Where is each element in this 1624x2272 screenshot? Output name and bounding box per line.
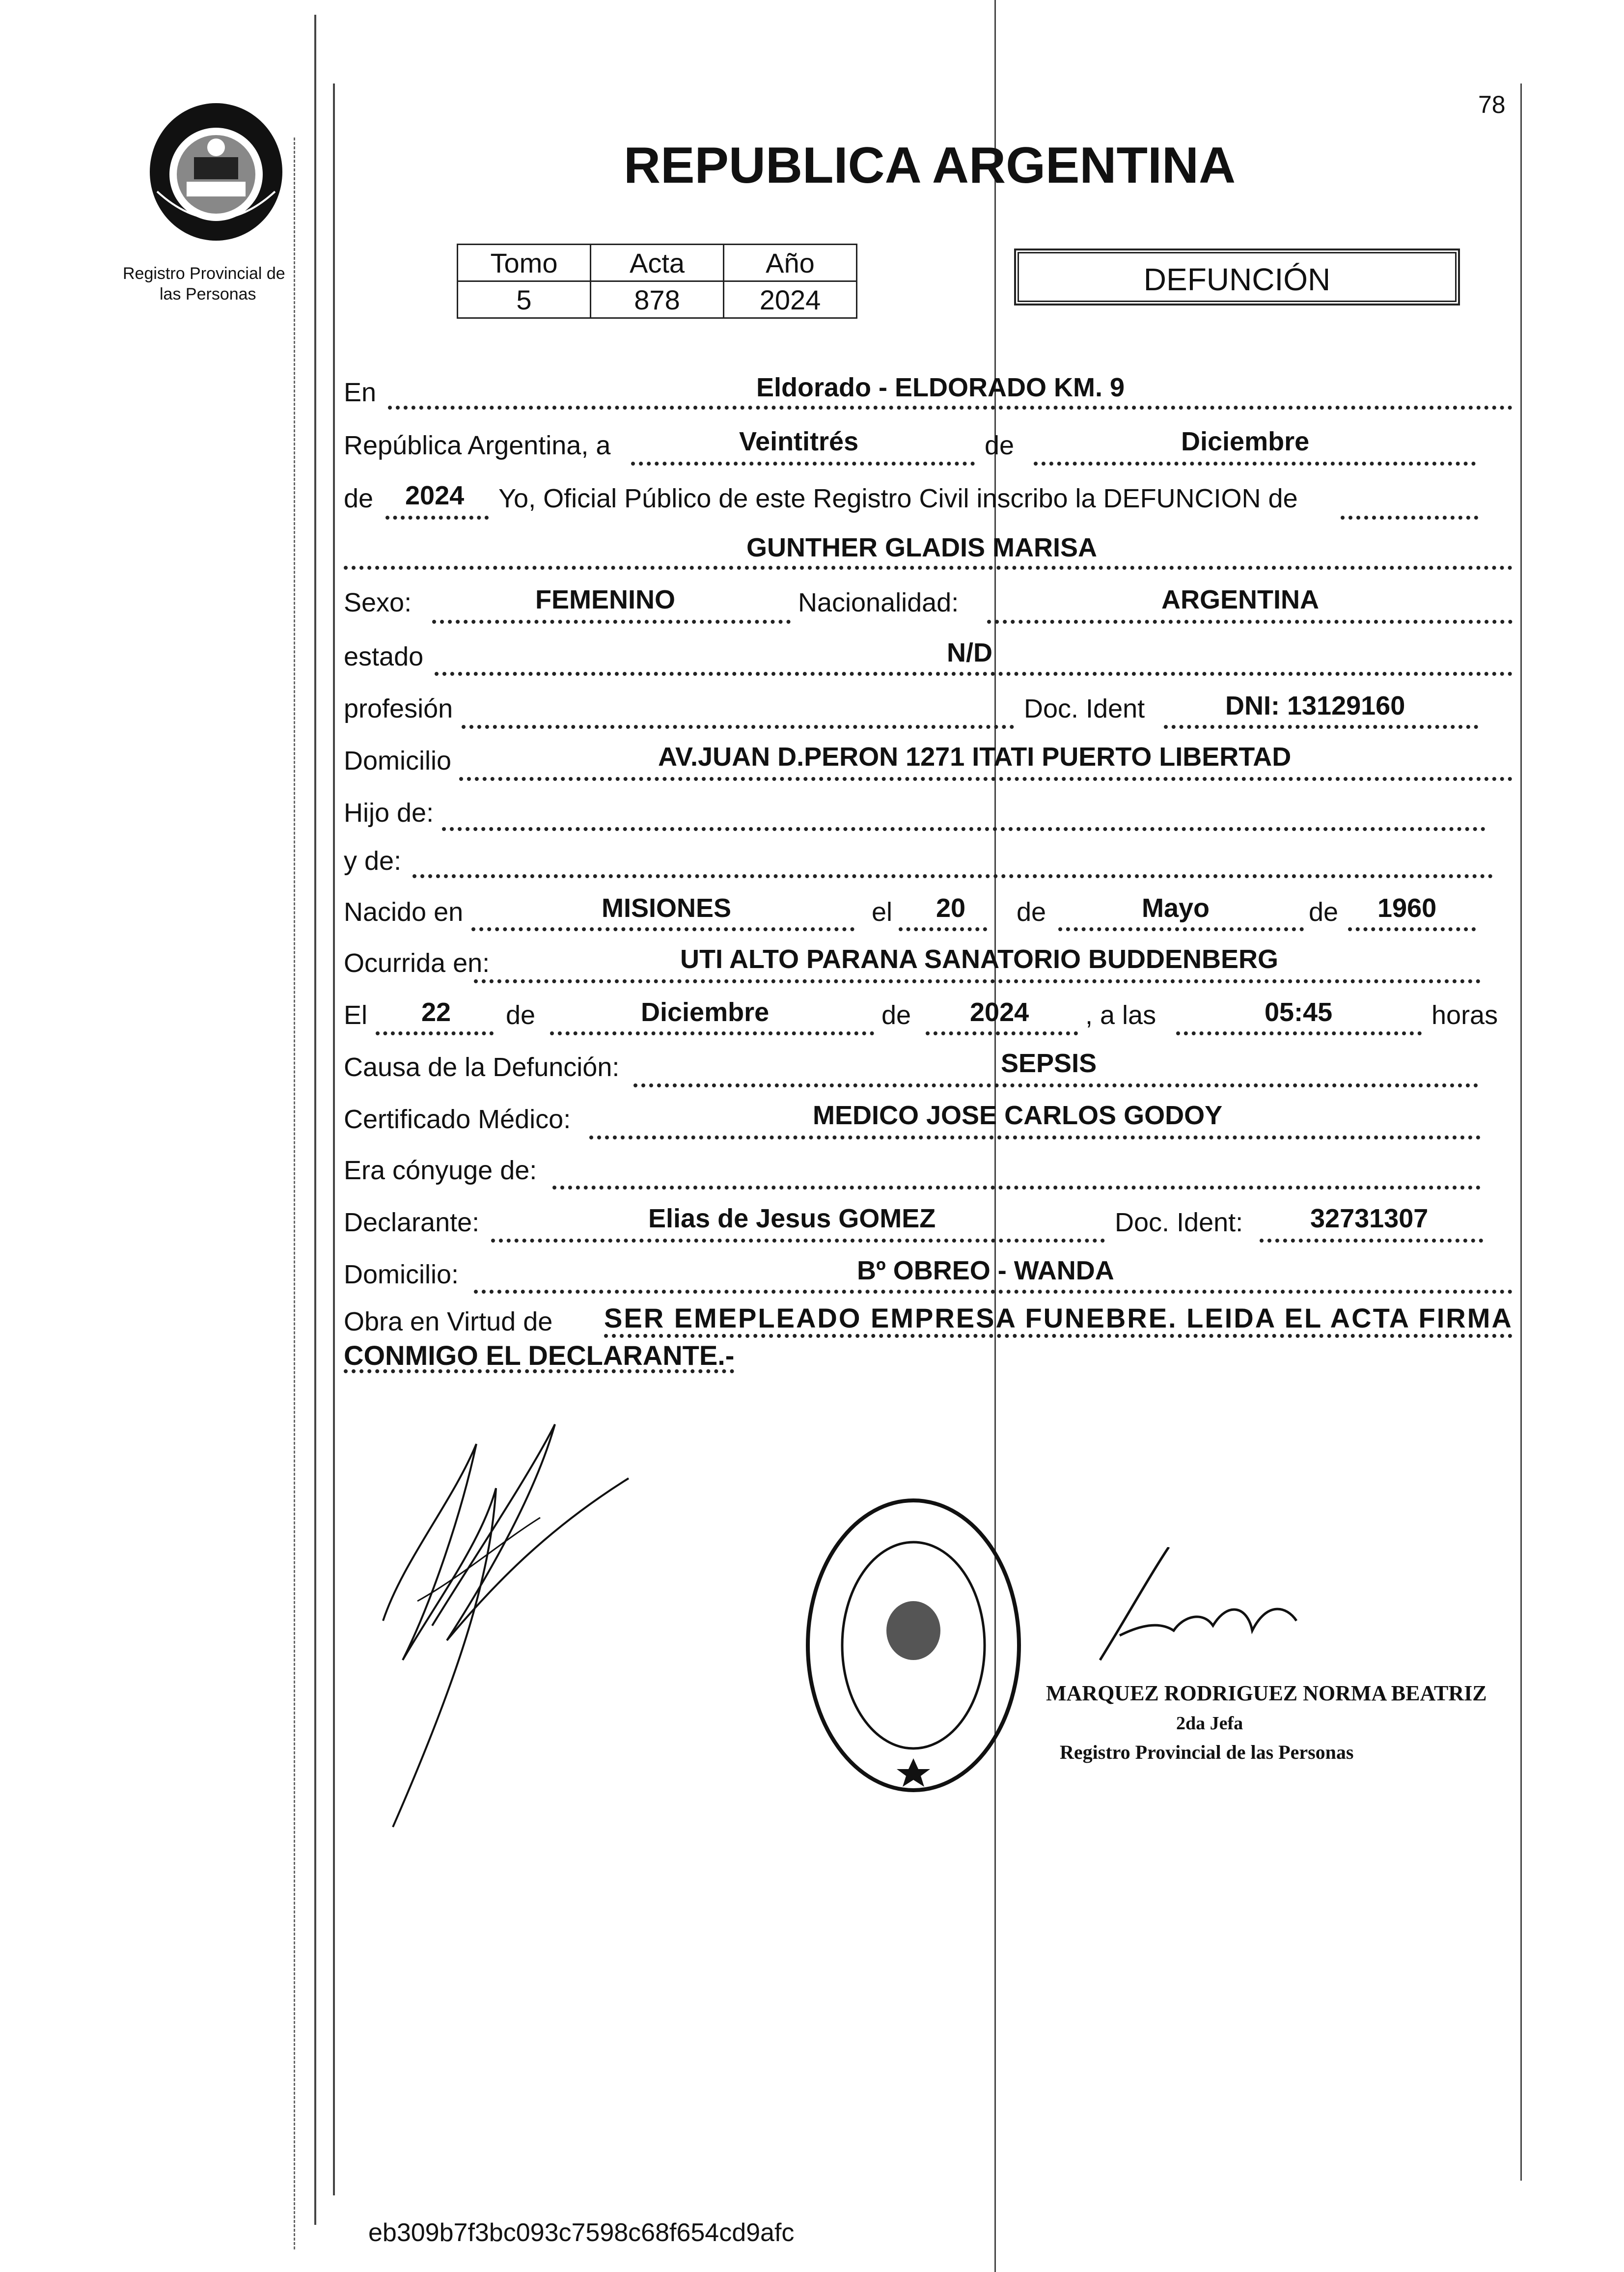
en-value: Eldorado - ELDORADO KM. 9 xyxy=(756,373,1125,402)
def-mes-value: Diciembre xyxy=(641,997,770,1027)
dia-value: Veintitrés xyxy=(739,427,859,456)
causa-label: Causa de la Defunción: xyxy=(344,1053,620,1082)
nacido-dia-value: 20 xyxy=(936,893,966,923)
def-dia-value: 22 xyxy=(421,997,451,1027)
document-hash: eb309b7f3bc093c7598c68f654cd9afc xyxy=(368,2218,795,2247)
def-dia-line xyxy=(376,1031,494,1035)
ocurrida-value: UTI ALTO PARANA SANATORIO BUDDENBERG xyxy=(680,944,1279,974)
declarante-doc-line xyxy=(1260,1239,1483,1243)
left-margin-line-inner xyxy=(333,83,335,2195)
acta-header: Acta xyxy=(591,245,724,281)
misiones-emblem-icon xyxy=(142,98,290,246)
declarante-doc-value: 32731307 xyxy=(1310,1204,1429,1233)
hijo-line xyxy=(442,827,1486,831)
domicilio-line xyxy=(459,777,1513,781)
ocurrida-label: Ocurrida en: xyxy=(344,948,490,978)
official-office: Registro Provincial de las Personas xyxy=(1060,1741,1354,1763)
tomo-header: Tomo xyxy=(458,245,591,281)
right-margin-line xyxy=(1520,83,1522,2181)
el-cap-label: El xyxy=(344,1000,368,1030)
anio-header: Año xyxy=(724,245,857,281)
inscribo-line xyxy=(1341,516,1478,520)
def-anio-value: 2024 xyxy=(970,997,1029,1027)
inscribo-text: Yo, Oficial Público de este Registro Civil inscribo la DEFUNCION de xyxy=(498,484,1298,513)
nombre-value: GUNTHER GLADIS MARISA xyxy=(746,533,1097,562)
declarant-signature xyxy=(373,1414,648,1837)
de-label-1: de xyxy=(985,431,1015,460)
republica-label: República Argentina, a xyxy=(344,431,611,460)
nacido-dia-line xyxy=(899,927,987,931)
def-de-label-1: de xyxy=(506,1000,536,1030)
nacido-label: Nacido en xyxy=(344,897,464,927)
nacido-lugar-line xyxy=(471,927,854,931)
profesion-label: profesión xyxy=(344,694,453,723)
domicilio-label: Domicilio xyxy=(344,746,452,776)
domicilio-value: AV.JUAN D.PERON 1271 ITATI PUERTO LIBERTAD xyxy=(658,742,1292,772)
nacido-el-label: el xyxy=(872,897,893,927)
obra-line-1 xyxy=(604,1334,1513,1338)
mes-value: Diciembre xyxy=(1181,427,1310,456)
record-type-box xyxy=(1014,249,1460,305)
certificado-line xyxy=(589,1136,1481,1139)
sexo-line xyxy=(432,620,791,624)
sexo-value: FEMENINO xyxy=(535,585,676,614)
nacionalidad-line xyxy=(987,620,1513,624)
obra-line-2 xyxy=(344,1369,734,1373)
left-margin-line xyxy=(314,15,316,2225)
declarante-line xyxy=(491,1239,1105,1243)
page-title: REPUBLICA ARGENTINA xyxy=(624,137,1236,194)
anio-line xyxy=(385,516,489,520)
nacido-de-label-2: de xyxy=(1309,897,1339,927)
nacido-lugar-value: MISIONES xyxy=(602,893,732,923)
def-hora-value: 05:45 xyxy=(1265,997,1333,1027)
estado-value: N/D xyxy=(947,638,992,667)
causa-value: SEPSIS xyxy=(1001,1049,1097,1078)
official-stamp xyxy=(800,1493,1026,1798)
causa-line xyxy=(633,1083,1478,1087)
acta-value: 878 xyxy=(591,281,724,318)
declarante-label: Declarante: xyxy=(344,1208,480,1237)
def-mes-line xyxy=(550,1031,874,1035)
nacionalidad-value: ARGENTINA xyxy=(1161,585,1319,614)
doc-ident-line xyxy=(1164,725,1478,729)
en-line xyxy=(388,406,1513,410)
record-number-table xyxy=(457,244,857,319)
obra-label: Obra en Virtud de xyxy=(344,1307,553,1336)
hijo-label: Hijo de: xyxy=(344,798,434,828)
profesion-line xyxy=(462,725,1014,729)
nacido-anio-value: 1960 xyxy=(1377,893,1437,923)
official-name: MARQUEZ RODRIGUEZ NORMA BEATRIZ xyxy=(1046,1681,1487,1705)
horas-label: horas xyxy=(1431,1000,1498,1030)
sexo-label: Sexo: xyxy=(344,588,412,617)
nacido-mes-line xyxy=(1058,927,1304,931)
nacido-mes-value: Mayo xyxy=(1142,893,1210,923)
official-signature xyxy=(1080,1547,1306,1670)
estado-label: estado xyxy=(344,642,424,671)
dia-line xyxy=(631,462,975,466)
declarante-domicilio-value: Bº OBREO - WANDA xyxy=(857,1256,1114,1285)
declarante-domicilio-line xyxy=(474,1290,1513,1294)
yde-line xyxy=(413,874,1493,878)
nacido-de-label-1: de xyxy=(1017,897,1046,927)
conyuge-line xyxy=(552,1186,1481,1190)
registry-name-line2: las Personas xyxy=(160,285,256,304)
mes-line xyxy=(1034,462,1476,466)
record-type-label: DEFUNCIÓN xyxy=(1143,262,1331,297)
conyuge-label: Era cónyuge de: xyxy=(344,1156,537,1185)
declarante-doc-label: Doc. Ident: xyxy=(1115,1208,1243,1237)
obra-value-line1: SER EMEPLEADO EMPRESA FUNEBRE. LEIDA EL ACTA FIRMA xyxy=(604,1302,1513,1333)
page-number: 78 xyxy=(1478,91,1506,118)
declarante-value: Elias de Jesus GOMEZ xyxy=(648,1204,936,1233)
alas-label: , a las xyxy=(1085,1000,1156,1030)
def-de-label-2: de xyxy=(881,1000,911,1030)
nombre-line xyxy=(344,566,1513,570)
nacido-anio-line xyxy=(1348,927,1476,931)
tomo-value: 5 xyxy=(458,281,591,318)
def-anio-line xyxy=(926,1031,1078,1035)
nacionalidad-label: Nacionalidad: xyxy=(798,588,959,617)
certificado-label: Certificado Médico: xyxy=(344,1105,571,1134)
official-position: 2da Jefa xyxy=(1176,1713,1243,1734)
anio-value: 2024 xyxy=(724,281,857,318)
certificado-value: MEDICO JOSE CARLOS GODOY xyxy=(813,1101,1223,1130)
anio-value: 2024 xyxy=(405,481,465,510)
declarante-domicilio-label: Domicilio: xyxy=(344,1260,459,1289)
doc-ident-value: DNI: 13129160 xyxy=(1225,691,1405,720)
obra-value-line2: CONMIGO EL DECLARANTE.- xyxy=(344,1340,735,1371)
doc-ident-label: Doc. Ident xyxy=(1024,694,1145,723)
yde-label: y de: xyxy=(344,846,402,876)
de-label-2: de xyxy=(344,484,374,513)
registry-name-line1: Registro Provincial de xyxy=(123,264,285,283)
left-dashed-line xyxy=(294,138,295,2249)
ocurrida-line xyxy=(474,979,1481,983)
en-label: En xyxy=(344,378,377,407)
estado-line xyxy=(435,672,1513,676)
def-hora-line xyxy=(1176,1031,1422,1035)
